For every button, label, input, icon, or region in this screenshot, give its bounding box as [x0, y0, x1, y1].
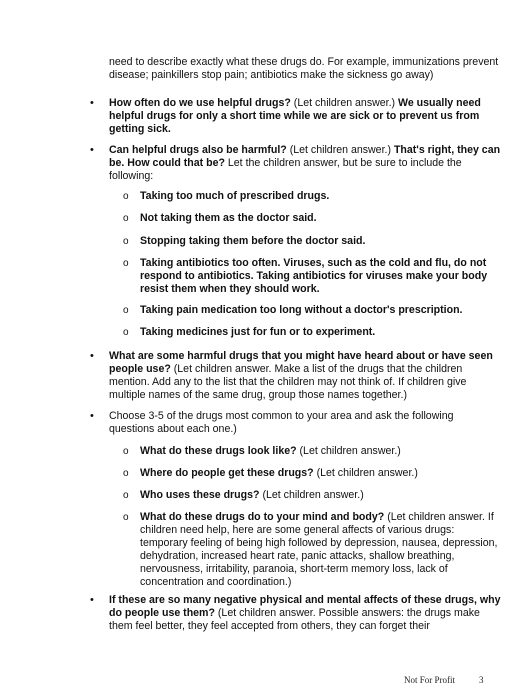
sub-bullet-marker: o: [123, 446, 129, 457]
question-text: What do these drugs look like?: [140, 445, 297, 457]
sub-item-text: Taking medicines just for fun or to experiment.: [140, 326, 376, 338]
sub-bullet-marker: o: [123, 327, 129, 338]
note-text: (Let children answer.): [286, 144, 394, 156]
note-text: (Let children answer.): [259, 489, 364, 501]
sub-item-where-get: [123, 467, 502, 480]
note-text: (Let children answer.): [290, 97, 399, 109]
instruction-text: Let the children answer, but be sure to include the following:: [109, 157, 462, 182]
sub-bullet-marker: o: [123, 305, 129, 316]
question-text: Can helpful drugs also be harmful?: [109, 144, 287, 156]
sub-bullet-marker: o: [123, 468, 129, 479]
sub-item-text: Taking pain medication too long without a doctor's prescription.: [140, 304, 463, 316]
sub-bullet-marker: o: [123, 191, 129, 202]
intro-paragraph: need to describe exactly what these drugs do. For example, immunizations prevent disease; painkillers stop pain; antibiotics make the sickness go away): [109, 56, 499, 81]
sub-bullet-marker: o: [123, 512, 129, 523]
question-text: How often do we use helpful drugs?: [109, 97, 291, 109]
question-text: Where do people get these drugs?: [140, 467, 314, 479]
question-text: What do these drugs do to your mind and body?: [140, 511, 385, 523]
instruction-text: (Let children answer. Possible answers: the drugs make them feel better, they feel accepted from others, they can forget their: [109, 607, 480, 632]
sub-item-antibiotics: [123, 257, 502, 296]
sub-item-not-as-said: [123, 212, 502, 225]
sub-bullet-marker: o: [123, 213, 129, 224]
note-text: (Let children answer. If children need help, here are some general affects of various drugs: temporary feeling of being high followed by depression, nausea, depression, dehydration, increased heart rate, panic attacks, shallow breathing, nervousness, irritability, paranoia, short-term memory loss, lack of concentration and coordination.): [140, 511, 498, 588]
sub-bullet-marker: o: [123, 236, 129, 247]
bullet-choose-drugs: [90, 410, 501, 436]
answer-text: We usually need helpful drugs for only a short time while we are sick or to prevent us from getting sick.: [109, 97, 481, 135]
question-text: If these are so many negative physical and mental affects of these drugs, why do people use them?: [109, 594, 501, 619]
sub-item-text: Stopping taking them before the doctor said.: [140, 235, 366, 247]
sub-item-stopping: [123, 235, 502, 248]
page-number: 3: [479, 675, 484, 685]
footer-label: Not For Profit: [404, 675, 456, 685]
bullet-can-helpful-be-harmful: [90, 144, 501, 183]
sub-item-who-uses: [123, 489, 502, 502]
sub-item-for-fun: [123, 326, 502, 339]
sub-bullet-marker: o: [123, 490, 129, 501]
sub-bullet-marker: o: [123, 258, 129, 269]
bullet-marker: •: [90, 97, 94, 109]
bullet-how-often: [90, 97, 501, 136]
bullet-harmful-drugs: [90, 350, 501, 402]
note-text: (Let children answer.): [296, 445, 401, 457]
question-text: Who uses these drugs?: [140, 489, 260, 501]
bullet-marker: •: [90, 144, 94, 156]
question-text: What are some harmful drugs that you might have heard about or have seen people use?: [109, 350, 493, 375]
bullet-marker: •: [90, 594, 94, 606]
bullet-marker: •: [90, 410, 94, 422]
sub-item-text: Taking antibiotics too often. Viruses, such as the cold and flu, do not respond to antibiotics. Taking antibiotics for viruses make your body resist them when they should work.: [140, 257, 488, 295]
sub-item-mind-body: [123, 511, 502, 589]
sub-item-pain-medication: [123, 304, 502, 317]
answer-text: That's right, they can be. How could that be?: [109, 144, 501, 169]
instruction-text: Choose 3-5 of the drugs most common to your area and ask the following questions about each one.): [109, 410, 454, 435]
sub-item-too-much: [123, 190, 502, 203]
sub-item-text: Not taking them as the doctor said.: [140, 212, 317, 224]
sub-item-text: Taking too much of prescribed drugs.: [140, 190, 330, 202]
sub-item-look-like: [123, 445, 502, 458]
note-text: (Let children answer.): [313, 467, 418, 479]
bullet-why-use: [90, 594, 501, 633]
instruction-text: (Let children answer. Make a list of the drugs that the children mention. Add any to the list that the children may not think of. If children give multiple names of the same drug, group those names together.): [109, 363, 467, 401]
bullet-marker: •: [90, 350, 94, 362]
